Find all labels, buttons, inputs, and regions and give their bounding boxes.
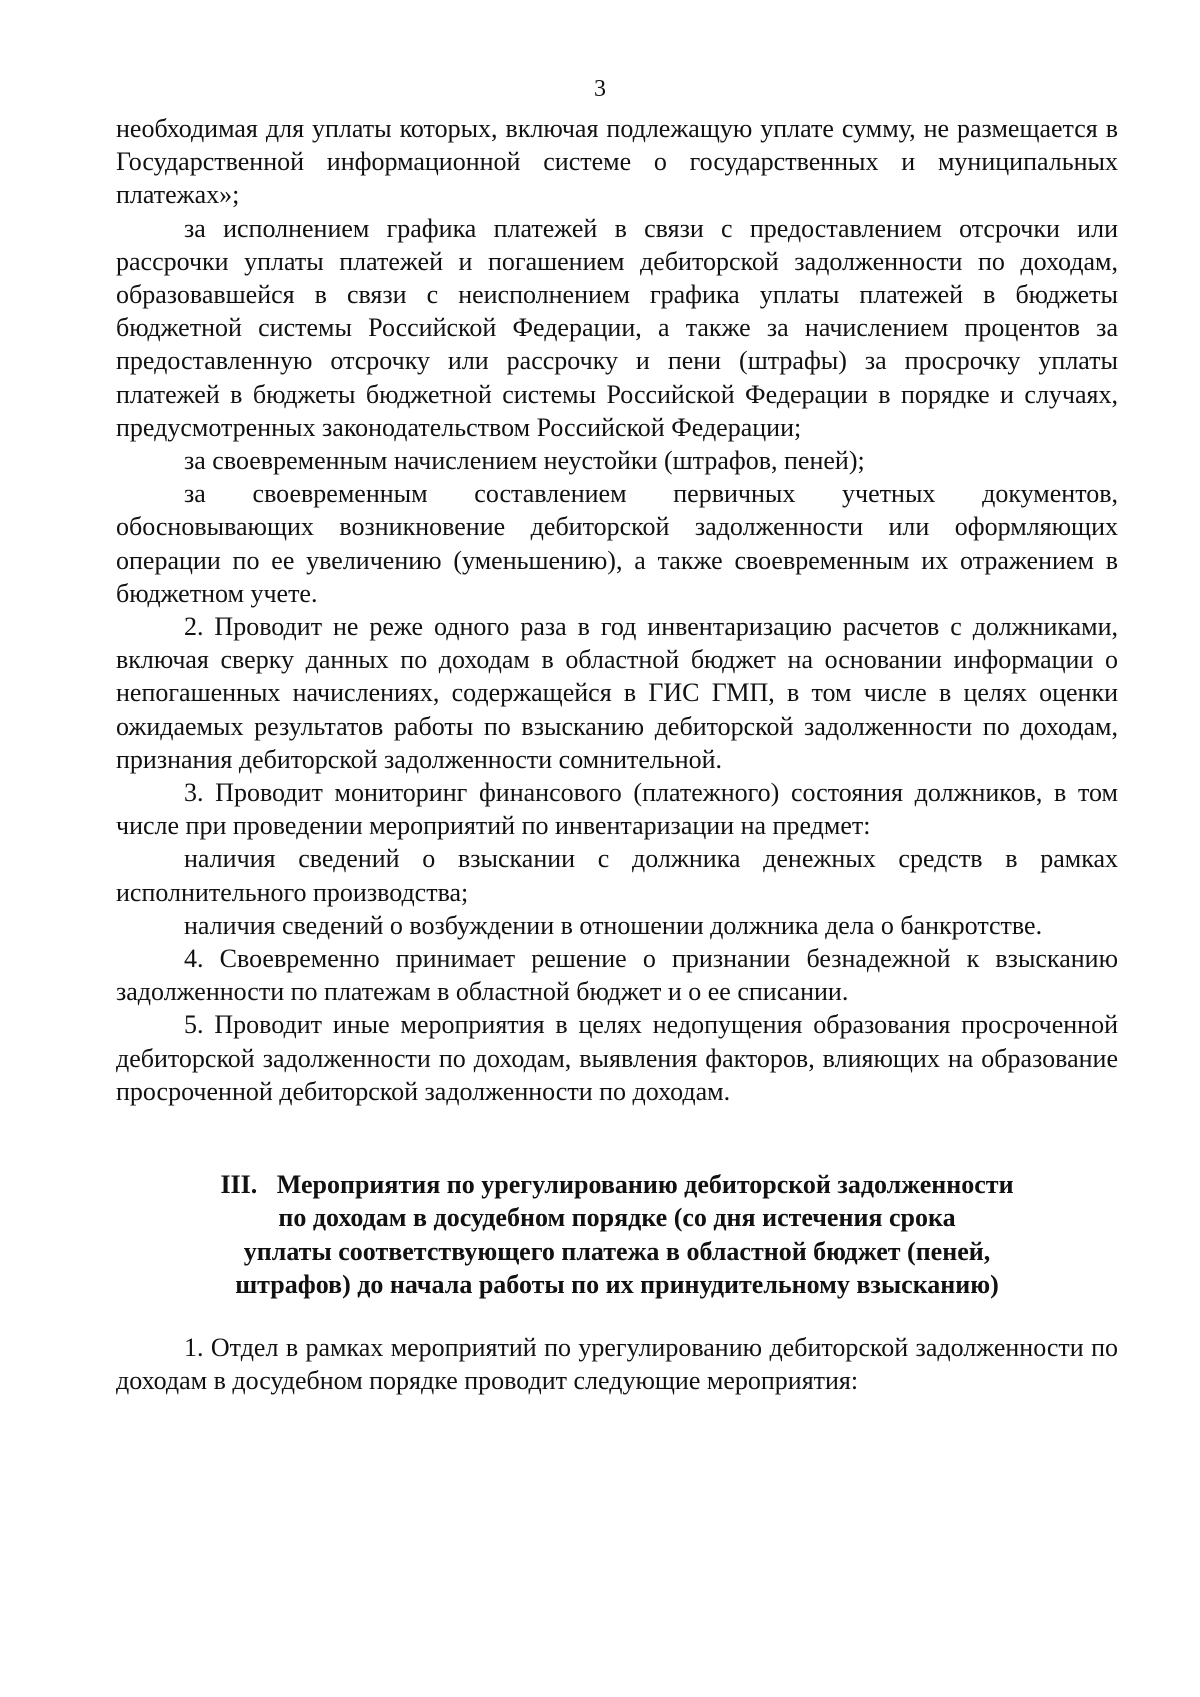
section-spacer bbox=[116, 1108, 1118, 1168]
paragraph-primary-documents: за своевременным составлением первичных учетных документов, обосновывающих возникновение дебиторской задолженности или оформляющих операции по ее увеличению (уменьшению), а также своевременным их отражением в бюджетном учете. bbox=[116, 479, 1118, 608]
paragraph-section-item-1: 1. Отдел в рамках мероприятий по урегулированию дебиторской задолженности по доходам в досудебном порядке проводит следующие мероприятия: bbox=[116, 1332, 1118, 1396]
section-heading-line-4: штрафов) до начала работы по их принудительному взысканию) bbox=[235, 1269, 999, 1299]
paragraph-item-4: 4. Своевременно принимает решение о признании безнадежной к взысканию задолженности по платежам в областной бюджет и о ее списании. bbox=[116, 944, 1118, 1007]
paragraph-item-3: 3. Проводит мониторинг финансового (платежного) состояния должников, в том числе при проведении мероприятий по инвентаризации на предмет: bbox=[116, 778, 1118, 841]
paragraph-item-2: 2. Проводит не реже одного раза в год инвентаризацию расчетов с должниками, включая сверку данных по доходам в областной бюджет на основании информации о непогашенных начислениях, содержащейся в ГИС ГМП, в том числе в целях оценки ожидаемых результатов работы по взысканию дебиторской задолженности по доходам, признания дебиторской задолженности сомнительной. bbox=[116, 612, 1118, 774]
paragraph-enforcement-info: наличия сведений о взыскании с должника денежных средств в рамках исполнительного производства; bbox=[116, 844, 1118, 907]
section-heading bbox=[116, 1168, 1118, 1301]
section-heading-line-2: по доходам в досудебном порядке (со дня истечения срока bbox=[278, 1203, 956, 1233]
section-heading-line-3: уплаты соответствующего платежа в областной бюджет (пеней, bbox=[243, 1236, 991, 1266]
paragraph-item-5: 5. Проводит иные мероприятия в целях недопущения образования просроченной дебиторской задолженности по доходам, выявления факторов, влияющих на образование просроченной дебиторской задолженности по доходам. bbox=[116, 1010, 1118, 1106]
paragraph-continuation: необходимая для уплаты которых, включая подлежащую уплате сумму, не размещается в Государственной информационной системе о государственных и муниципальных платежах»; bbox=[116, 114, 1118, 210]
paragraph-penalty-accrual: за своевременным начислением неустойки (штрафов, пеней); bbox=[184, 446, 865, 476]
section-heading-line-1: III. Мероприятия по урегулированию дебиторской задолженности bbox=[220, 1170, 1014, 1200]
paragraph-payment-schedule: за исполнением графика платежей в связи с предоставлением отсрочки или рассрочки уплаты платежей и погашением дебиторской задолженности по доходам, образовавшейся в связи с неисполнением графика уплаты платежей в бюджеты бюджетной системы Российской Федерации, а также за начислением процентов за предоставленную отсрочку или рассрочку и пени (штрафы) за просрочку уплаты платежей в бюджеты бюджетной системы Российской Федерации в порядке и случаях, предусмотренных законодательством Российской Федерации; bbox=[116, 213, 1118, 442]
paragraph-bankruptcy-info: наличия сведений о возбуждении в отношении должника дела о банкротстве. bbox=[184, 910, 1043, 940]
document-body bbox=[116, 112, 1118, 1397]
heading-spacer bbox=[116, 1301, 1118, 1331]
page-number: 3 bbox=[594, 76, 606, 102]
